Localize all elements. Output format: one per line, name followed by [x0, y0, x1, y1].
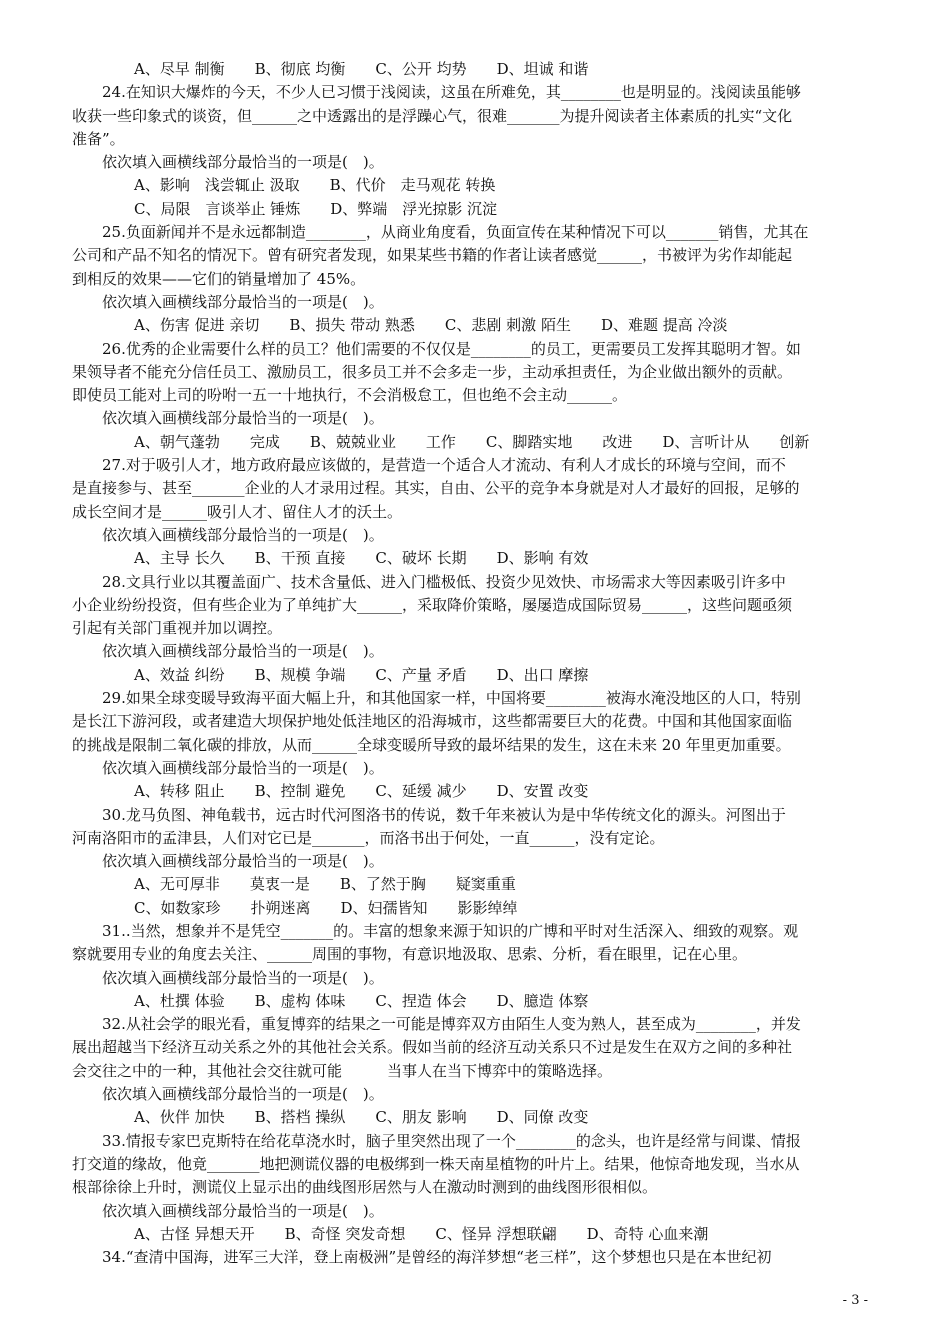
- text-line: C、如数家珍 扑朔迷离 D、妇孺皆知 影影绰绰: [134, 898, 518, 917]
- text-line: 引起有关部门重视并加以调控。: [72, 619, 283, 638]
- text-line: 根部徐徐上升时，测谎仪上显示出的曲线图形居然与人在激动时测到的曲线图形很相似。: [72, 1178, 658, 1197]
- text-line: 即使员工能对上司的吩咐一五一十地执行，不会消极怠工，但也绝不会主动______。: [72, 386, 628, 405]
- text-line: A、杜撰 体验 B、虚构 体味 C、捏造 体会 D、臆造 体察: [134, 991, 589, 1010]
- text-line: 公司和产品不知名的情况下。曾有研究者发现，如果某些书籍的作者让读者感觉______，书被评为劣作却能起: [72, 246, 793, 265]
- text-line: 依次填入画横线部分最恰当的一项是( )。: [102, 153, 384, 172]
- text-line: A、朝气蓬勃 完成 B、兢兢业业 工作 C、脚踏实地 改进 D、言听计从 创新: [134, 432, 810, 451]
- text-line: 察就要用专业的角度去关注、______周围的事物，有意识地汲取、思索、分析，看在眼里，记在心里。: [72, 945, 748, 964]
- text-line: A、转移 阻止 B、控制 避免 C、延缓 减少 D、安置 改变: [134, 782, 589, 801]
- text-line: 依次填入画横线部分最恰当的一项是( )。: [102, 852, 384, 871]
- text-line: 到相反的效果——它们的销量增加了 45%。: [72, 269, 366, 288]
- text-line: 依次填入画横线部分最恰当的一项是( )。: [102, 525, 384, 544]
- text-line: 依次填入画横线部分最恰当的一项是( )。: [102, 968, 384, 987]
- text-line: A、影响 浅尝辄止 汲取 B、代价 走马观花 转换: [134, 176, 496, 195]
- text-line: 29.如果全球变暖导致海平面大幅上升，和其他国家一样，中国将要________被海水淹没地区的人口，特别: [102, 689, 801, 708]
- text-line: 准备”。: [72, 129, 125, 148]
- text-line: 30.龙马负图、神龟载书，远古时代河图洛书的传说，数千年来被认为是中华传统文化的源头。河图出于: [102, 805, 786, 824]
- text-line: A、效益 纠纷 B、规模 争端 C、产量 矛盾 D、出口 摩擦: [134, 665, 589, 684]
- page-number: - 3 -: [842, 1293, 868, 1308]
- text-line: 依次填入画横线部分最恰当的一项是( )。: [102, 409, 384, 428]
- text-line: 依次填入画横线部分最恰当的一项是( )。: [102, 1201, 384, 1220]
- text-line: 依次填入画横线部分最恰当的一项是( )。: [102, 642, 384, 661]
- text-line: 25.负面新闻并不是永远都制造________，从商业角度看，负面宣传在某种情况下可以_______销售，尤其在: [102, 223, 809, 242]
- text-line: 的挑战是限制二氧化碳的排放，从而______全球变暖所导致的最坏结果的发生，这在未来 20 年里更加重要。: [72, 735, 791, 754]
- text-line: 26.优秀的企业需要什么样的员工？他们需要的不仅仅是________的员工，更需要员工发挥其聪明才智。如: [102, 339, 801, 358]
- text-line: A、伤害 促进 亲切 B、损失 带动 熟悉 C、悲剧 刺激 陌生 D、难题 提高 冷淡: [134, 316, 728, 335]
- text-line: 24.在知识大爆炸的今天，不少人已习惯于浅阅读，这虽在所难免，其________也是明显的。浅阅读虽能够: [102, 83, 801, 102]
- text-line: 收获一些印象式的谈资，但______之中透露出的是浮躁心气，很难_______为提升阅读者主体素质的扎实“文化: [72, 106, 793, 125]
- text-line: 河南洛阳市的孟津县，人们对它已是_______，而洛书出于何处，一直______，没有定论。: [72, 828, 665, 847]
- text-line: A、古怪 异想天开 B、奇怪 突发奇想 C、怪异 浮想联翩 D、奇特 心血来潮: [134, 1224, 709, 1243]
- text-line: A、尽早 制衡 B、彻底 均衡 C、公开 均势 D、坦诚 和谐: [134, 60, 589, 78]
- text-line: 会交往之中的一种，其他社会交往就可能 当事人在当下博弈中的策略选择。: [72, 1061, 613, 1080]
- text-line: 成长空间才是______吸引人才、留住人才的沃土。: [72, 502, 403, 521]
- text-line: 28.文具行业以其覆盖面广、技术含量低、进入门槛极低、投资少见效快、市场需求大等因素吸引许多中: [102, 572, 786, 591]
- page-body: [72, 58, 882, 1269]
- text-line: 依次填入画横线部分最恰当的一项是( )。: [102, 1085, 384, 1104]
- text-line: 果领导者不能充分信任员工、激励员工，很多员工并不会多走一步，主动承担责任，为企业做出额外的贡献。: [72, 362, 793, 381]
- text-line: 依次填入画横线部分最恰当的一项是( )。: [102, 292, 384, 311]
- text-line: A、主导 长久 B、干预 直接 C、破坏 长期 D、影响 有效: [134, 549, 589, 568]
- text-line: A、伙伴 加快 B、搭档 操纵 C、朋友 影响 D、同僚 改变: [134, 1108, 589, 1127]
- text-line: 依次填入画横线部分最恰当的一项是( )。: [102, 758, 384, 777]
- text-line: C、局限 言谈举止 锤炼 D、弊端 浮光掠影 沉淀: [134, 199, 498, 218]
- text-line: 33.情报专家巴克斯特在给花草浇水时，脑子里突然出现了一个________的念头，也许是经常与间谍、情报: [102, 1131, 801, 1150]
- text-line: 34.“查清中国海，进军三大洋，登上南极洲”是曾经的海洋梦想“老三样”，这个梦想也只是在本世纪初: [102, 1248, 772, 1267]
- text-line: 是直接参与、甚至_______企业的人才录用过程。其实，自由、公平的竞争本身就是对人才最好的回报，足够的: [72, 479, 800, 498]
- text-line: 32.从社会学的眼光看，重复博弈的结果之一可能是博弈双方由陌生人变为熟人，甚至成为________，并发: [102, 1015, 801, 1034]
- text-line: 27.对于吸引人才，地方政府最应该做的，是营造一个适合人才流动、有利人才成长的环境与空间，而不: [102, 456, 786, 475]
- text-line: 展出超越当下经济互动关系之外的其他社会关系。假如当前的经济互动关系只不过是发生在双方之间的多种社: [72, 1038, 793, 1057]
- text-line: 小企业纷纷投资，但有些企业为了单纯扩大______，采取降价策略，屡屡造成国际贸易______，这些问题亟须: [72, 595, 793, 614]
- text-line: 打交道的缘故，他竟_______地把测谎仪器的电极绑到一株天南星植物的叶片上。结果，他惊奇地发现，当水从: [72, 1154, 800, 1173]
- text-line: 是长江下游河段，或者建造大坝保护地处低洼地区的沿海城市，这些都需要巨大的花费。中国和其他国家面临: [72, 712, 793, 731]
- text-line: 31..当然，想象并不是凭空_______的。丰富的想象来源于知识的广博和平时对生活深入、细致的观察。观: [102, 921, 799, 940]
- text-line: A、无可厚非 莫衷一是 B、了然于胸 疑窦重重: [134, 875, 516, 894]
